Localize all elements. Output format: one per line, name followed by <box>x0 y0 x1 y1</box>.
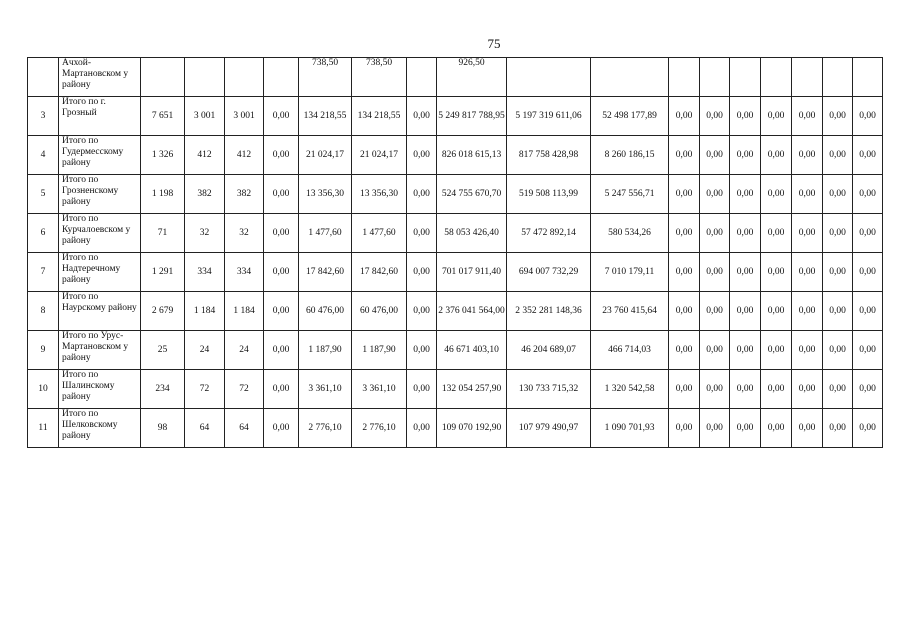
value-cell: 0,00 <box>792 292 823 331</box>
value-cell: 0,00 <box>407 97 437 136</box>
row-number-cell: 5 <box>28 175 59 214</box>
value-cell: 0,00 <box>669 409 700 448</box>
value-cell: 0,00 <box>823 97 853 136</box>
value-cell: 0,00 <box>264 370 299 409</box>
value-cell: 0,00 <box>730 214 761 253</box>
row-number-cell: 4 <box>28 136 59 175</box>
value-cell <box>792 58 823 97</box>
value-cell: 107 979 490,97 <box>507 409 591 448</box>
value-cell: 0,00 <box>264 214 299 253</box>
value-cell: 2 352 281 148,36 <box>507 292 591 331</box>
value-cell: 17 842,60 <box>299 253 352 292</box>
value-cell: 2 679 <box>141 292 185 331</box>
value-cell: 1 184 <box>225 292 264 331</box>
value-cell: 0,00 <box>792 97 823 136</box>
value-cell: 580 534,26 <box>591 214 669 253</box>
value-cell: 0,00 <box>792 253 823 292</box>
table-row <box>28 331 883 370</box>
value-cell: 926,50 <box>437 58 507 97</box>
value-cell: 524 755 670,70 <box>437 175 507 214</box>
value-cell: 0,00 <box>264 331 299 370</box>
value-cell: 0,00 <box>407 292 437 331</box>
value-cell: 0,00 <box>853 253 883 292</box>
value-cell: 0,00 <box>407 136 437 175</box>
value-cell <box>823 58 853 97</box>
district-name-cell: Ачхой-Мартановском у району <box>59 58 141 97</box>
value-cell: 0,00 <box>700 175 730 214</box>
value-cell <box>700 58 730 97</box>
value-cell: 738,50 <box>352 58 407 97</box>
value-cell: 694 007 732,29 <box>507 253 591 292</box>
value-cell: 0,00 <box>407 370 437 409</box>
value-cell: 0,00 <box>669 175 700 214</box>
value-cell: 0,00 <box>761 136 792 175</box>
value-cell: 0,00 <box>761 253 792 292</box>
value-cell: 1 198 <box>141 175 185 214</box>
value-cell <box>730 58 761 97</box>
value-cell: 0,00 <box>407 253 437 292</box>
value-cell: 132 054 257,90 <box>437 370 507 409</box>
value-cell: 412 <box>185 136 225 175</box>
value-cell: 21 024,17 <box>352 136 407 175</box>
value-cell: 0,00 <box>823 292 853 331</box>
value-cell: 0,00 <box>823 370 853 409</box>
value-cell: 1 326 <box>141 136 185 175</box>
value-cell: 5 247 556,71 <box>591 175 669 214</box>
report-table <box>27 57 883 448</box>
value-cell: 701 017 911,40 <box>437 253 507 292</box>
value-cell: 134 218,55 <box>299 97 352 136</box>
value-cell: 382 <box>185 175 225 214</box>
district-name-cell: Итого по Грозненскому району <box>59 175 141 214</box>
table-row <box>28 97 883 136</box>
value-cell: 0,00 <box>853 409 883 448</box>
value-cell: 46 671 403,10 <box>437 331 507 370</box>
value-cell: 334 <box>225 253 264 292</box>
value-cell: 0,00 <box>730 97 761 136</box>
value-cell: 0,00 <box>700 292 730 331</box>
value-cell: 60 476,00 <box>299 292 352 331</box>
table-row <box>28 292 883 331</box>
value-cell: 0,00 <box>669 253 700 292</box>
value-cell: 0,00 <box>823 331 853 370</box>
value-cell: 412 <box>225 136 264 175</box>
value-cell: 382 <box>225 175 264 214</box>
district-name-cell: Итого по Наурскому району <box>59 292 141 331</box>
value-cell: 0,00 <box>407 214 437 253</box>
value-cell: 0,00 <box>853 292 883 331</box>
value-cell: 0,00 <box>761 409 792 448</box>
value-cell: 0,00 <box>792 331 823 370</box>
value-cell: 3 001 <box>225 97 264 136</box>
row-number-cell: 6 <box>28 214 59 253</box>
value-cell <box>853 58 883 97</box>
value-cell: 64 <box>225 409 264 448</box>
value-cell: 32 <box>225 214 264 253</box>
value-cell: 46 204 689,07 <box>507 331 591 370</box>
value-cell: 0,00 <box>264 175 299 214</box>
value-cell: 109 070 192,90 <box>437 409 507 448</box>
value-cell <box>669 58 700 97</box>
value-cell <box>507 58 591 97</box>
value-cell: 466 714,03 <box>591 331 669 370</box>
value-cell: 3 361,10 <box>352 370 407 409</box>
row-number-cell <box>28 58 59 97</box>
value-cell: 0,00 <box>700 253 730 292</box>
value-cell: 25 <box>141 331 185 370</box>
value-cell: 0,00 <box>823 253 853 292</box>
district-name-cell: Итого по Урус-Мартановском у району <box>59 331 141 370</box>
value-cell: 0,00 <box>853 370 883 409</box>
value-cell: 1 320 542,58 <box>591 370 669 409</box>
value-cell: 0,00 <box>823 175 853 214</box>
value-cell: 23 760 415,64 <box>591 292 669 331</box>
table-row <box>28 136 883 175</box>
value-cell: 21 024,17 <box>299 136 352 175</box>
value-cell: 60 476,00 <box>352 292 407 331</box>
value-cell <box>591 58 669 97</box>
value-cell: 0,00 <box>761 370 792 409</box>
value-cell: 0,00 <box>700 214 730 253</box>
value-cell: 1 187,90 <box>352 331 407 370</box>
value-cell: 72 <box>185 370 225 409</box>
value-cell: 0,00 <box>264 253 299 292</box>
value-cell: 0,00 <box>792 175 823 214</box>
value-cell: 58 053 426,40 <box>437 214 507 253</box>
value-cell: 0,00 <box>730 136 761 175</box>
district-name-cell: Итого по Шелковскому району <box>59 409 141 448</box>
value-cell: 0,00 <box>700 409 730 448</box>
page-number: 75 <box>487 36 501 51</box>
value-cell: 72 <box>225 370 264 409</box>
value-cell <box>225 58 264 97</box>
value-cell: 7 010 179,11 <box>591 253 669 292</box>
value-cell: 13 356,30 <box>352 175 407 214</box>
value-cell: 0,00 <box>407 331 437 370</box>
value-cell: 0,00 <box>792 409 823 448</box>
district-name-cell: Итого по Гудермесскому району <box>59 136 141 175</box>
value-cell: 1 090 701,93 <box>591 409 669 448</box>
value-cell: 32 <box>185 214 225 253</box>
value-cell: 0,00 <box>761 214 792 253</box>
row-number-cell: 7 <box>28 253 59 292</box>
value-cell: 0,00 <box>730 409 761 448</box>
value-cell: 13 356,30 <box>299 175 352 214</box>
row-number-cell: 11 <box>28 409 59 448</box>
value-cell: 0,00 <box>669 214 700 253</box>
district-name-cell: Итого по г. Грозный <box>59 97 141 136</box>
value-cell: 0,00 <box>669 370 700 409</box>
value-cell: 52 498 177,89 <box>591 97 669 136</box>
row-number-cell: 3 <box>28 97 59 136</box>
value-cell: 0,00 <box>264 97 299 136</box>
value-cell: 17 842,60 <box>352 253 407 292</box>
value-cell: 24 <box>185 331 225 370</box>
value-cell: 0,00 <box>761 175 792 214</box>
value-cell: 826 018 615,13 <box>437 136 507 175</box>
table-row <box>28 175 883 214</box>
row-number-cell: 10 <box>28 370 59 409</box>
value-cell: 2 776,10 <box>299 409 352 448</box>
table-row <box>28 58 883 97</box>
row-number-cell: 9 <box>28 331 59 370</box>
value-cell: 3 001 <box>185 97 225 136</box>
value-cell: 0,00 <box>700 97 730 136</box>
value-cell: 0,00 <box>264 136 299 175</box>
value-cell: 0,00 <box>669 331 700 370</box>
value-cell: 0,00 <box>730 370 761 409</box>
value-cell: 2 776,10 <box>352 409 407 448</box>
value-cell: 0,00 <box>792 214 823 253</box>
table-row <box>28 370 883 409</box>
value-cell: 0,00 <box>700 136 730 175</box>
value-cell: 0,00 <box>700 331 730 370</box>
value-cell: 1 184 <box>185 292 225 331</box>
table-row <box>28 253 883 292</box>
value-cell: 234 <box>141 370 185 409</box>
value-cell: 0,00 <box>669 292 700 331</box>
value-cell: 3 361,10 <box>299 370 352 409</box>
value-cell: 0,00 <box>853 97 883 136</box>
value-cell: 1 291 <box>141 253 185 292</box>
value-cell: 0,00 <box>823 409 853 448</box>
value-cell: 0,00 <box>823 214 853 253</box>
value-cell: 738,50 <box>299 58 352 97</box>
value-cell: 817 758 428,98 <box>507 136 591 175</box>
value-cell: 0,00 <box>264 409 299 448</box>
value-cell: 0,00 <box>669 97 700 136</box>
value-cell: 0,00 <box>407 409 437 448</box>
value-cell: 0,00 <box>730 331 761 370</box>
value-cell: 0,00 <box>761 292 792 331</box>
value-cell: 0,00 <box>823 136 853 175</box>
value-cell: 134 218,55 <box>352 97 407 136</box>
value-cell: 71 <box>141 214 185 253</box>
value-cell: 0,00 <box>761 331 792 370</box>
table-row <box>28 409 883 448</box>
value-cell: 0,00 <box>853 175 883 214</box>
value-cell: 0,00 <box>853 214 883 253</box>
district-name-cell: Итого по Надтеречному району <box>59 253 141 292</box>
value-cell: 0,00 <box>407 175 437 214</box>
table-row <box>28 214 883 253</box>
value-cell <box>761 58 792 97</box>
value-cell: 0,00 <box>700 370 730 409</box>
value-cell: 1 477,60 <box>352 214 407 253</box>
value-cell <box>264 58 299 97</box>
value-cell: 0,00 <box>792 370 823 409</box>
value-cell: 0,00 <box>730 253 761 292</box>
value-cell: 0,00 <box>669 136 700 175</box>
value-cell: 1 187,90 <box>299 331 352 370</box>
value-cell: 7 651 <box>141 97 185 136</box>
value-cell: 8 260 186,15 <box>591 136 669 175</box>
value-cell: 0,00 <box>853 136 883 175</box>
row-number-cell: 8 <box>28 292 59 331</box>
district-name-cell: Итого по Курчалоевском у району <box>59 214 141 253</box>
value-cell: 0,00 <box>264 292 299 331</box>
value-cell: 5 197 319 611,06 <box>507 97 591 136</box>
value-cell <box>185 58 225 97</box>
district-name-cell: Итого по Шалинскому району <box>59 370 141 409</box>
value-cell: 1 477,60 <box>299 214 352 253</box>
table-body <box>28 58 883 448</box>
value-cell: 334 <box>185 253 225 292</box>
value-cell: 0,00 <box>730 292 761 331</box>
value-cell: 98 <box>141 409 185 448</box>
value-cell: 519 508 113,99 <box>507 175 591 214</box>
value-cell: 2 376 041 564,00 <box>437 292 507 331</box>
value-cell: 24 <box>225 331 264 370</box>
value-cell: 57 472 892,14 <box>507 214 591 253</box>
value-cell: 0,00 <box>761 97 792 136</box>
value-cell: 0,00 <box>792 136 823 175</box>
value-cell: 64 <box>185 409 225 448</box>
value-cell <box>407 58 437 97</box>
value-cell: 0,00 <box>853 331 883 370</box>
value-cell <box>141 58 185 97</box>
value-cell: 5 249 817 788,95 <box>437 97 507 136</box>
value-cell: 130 733 715,32 <box>507 370 591 409</box>
value-cell: 0,00 <box>730 175 761 214</box>
